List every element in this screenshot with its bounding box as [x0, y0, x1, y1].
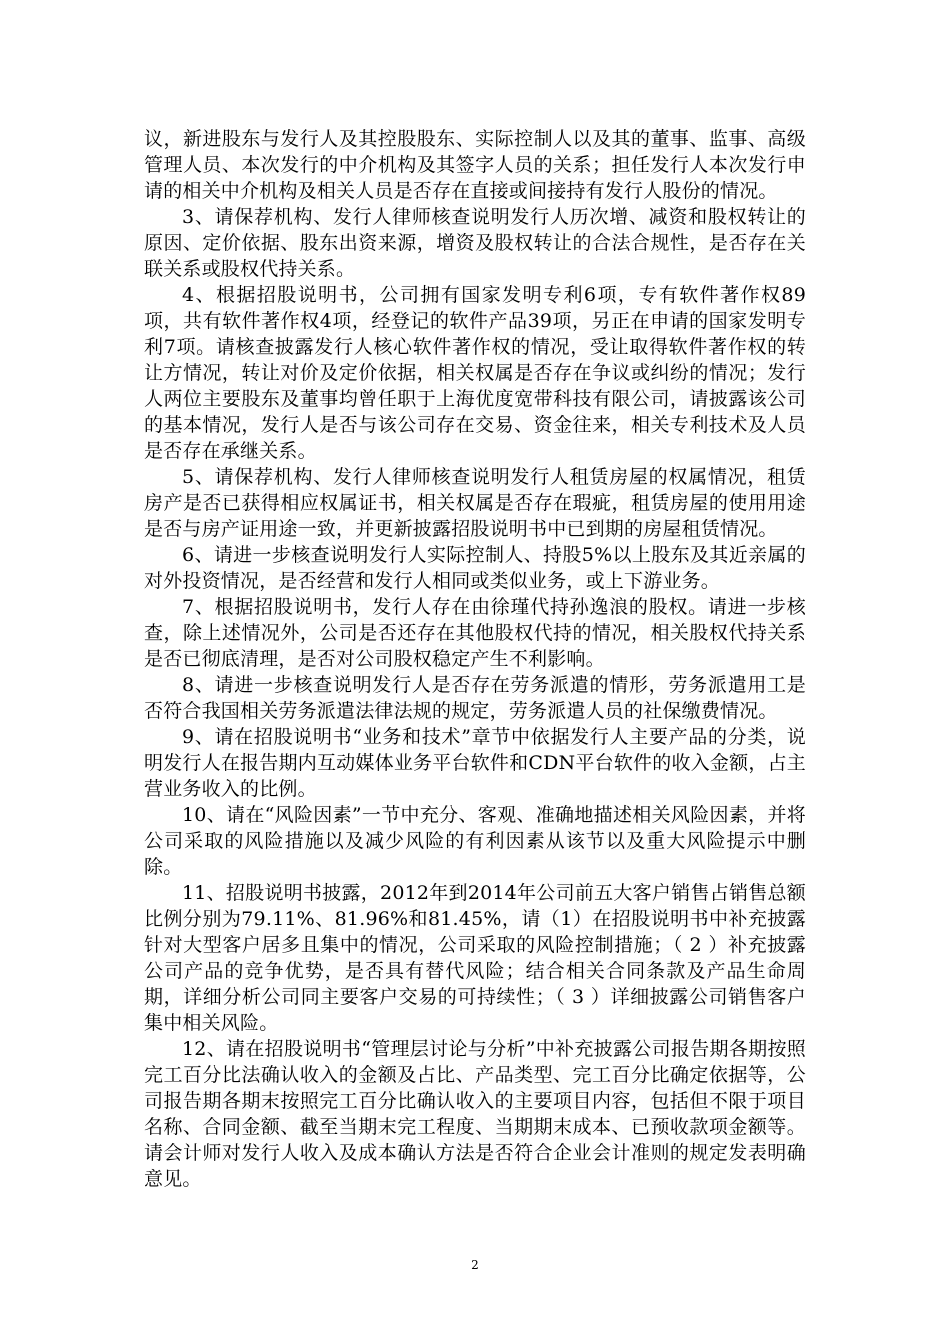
paragraph-item-9: 9、请在招股说明书“业务和技术”章节中依据发行人主要产品的分类，说明发行人在报告期内互动媒体业务平台软件和CDN平台软件的收入金额，占主营业务收入的比例。 — [144, 726, 806, 800]
paragraph-item-12: 12、请在招股说明书“管理层讨论与分析”中补充披露公司报告期各期按照完工百分比法确认收入的金额及占比、产品类型、完工百分比确定依据等，公司报告期各期末按照完工百分比确认收入的主要项目内容，包括但不限于项目名称、合同金额、截至当期末完工程度、当期期末成本、已预收款项金额等。请会计师对发行人收入及成本确认方法是否符合企业会计准则的规定发表明确意见。 — [144, 1038, 806, 1190]
paragraph-continuation: 议，新进股东与发行人及其控股股东、实际控制人以及其的董事、监事、高级管理人员、本次发行的中介机构及其签字人员的关系；担任发行人本次发行申请的相关中介机构及相关人员是否存在直接或间接持有发行人股份的情况。 — [144, 128, 806, 202]
paragraph-item-4: 4、根据招股说明书，公司拥有国家发明专利6项，专有软件著作权89项，共有软件著作权4项，经登记的软件产品39项，另正在申请的国家发明专利7项。请核查披露发行人核心软件著作权的情况，受让取得软件著作权的转让方情况，转让对价及定价依据，相关权属是否存在争议或纠纷的情况；发行人两位主要股东及董事均曾任职于上海优度宽带科技有限公司，请披露该公司的基本情况，发行人是否与该公司存在交易、资金往来，相关专利技术及人员是否存在承继关系。 — [144, 284, 806, 462]
paragraph-item-10: 10、请在“风险因素”一节中充分、客观、准确地描述相关风险因素，并将公司采取的风险措施以及减少风险的有利因素从该节以及重大风险提示中删除。 — [144, 804, 806, 878]
paragraph-item-11: 11、招股说明书披露，2012年到2014年公司前五大客户销售占销售总额比例分别为79.11%、81.96%和81.45%，请（1）在招股说明书中补充披露针对大型客户居多且集中的情况，公司采取的风险控制措施；（ 2 ）补充披露公司产品的竞争优势，是否具有替代风险；结合相关合同条款及产品生命周期，详细分析公司同主要客户交易的可持续性；（ 3 ）详细披露公司销售客户集中相关风险。 — [144, 882, 806, 1034]
page-number: 2 — [471, 1258, 479, 1272]
paragraph-item-3: 3、请保荐机构、发行人律师核查说明发行人历次增、减资和股权转让的原因、定价依据、股东出资来源，增资及股权转让的合法合规性，是否存在关联关系或股权代持关系。 — [144, 206, 806, 280]
paragraph-item-7: 7、根据招股说明书，发行人存在由徐瑾代持孙逸浪的股权。请进一步核查，除上述情况外，公司是否还存在其他股权代持的情况，相关股权代持关系是否已彻底清理，是否对公司股权稳定产生不利影响。 — [144, 596, 806, 670]
paragraph-item-8: 8、请进一步核查说明发行人是否存在劳务派遣的情形，劳务派遣用工是否符合我国相关劳务派遣法律法规的规定，劳务派遣人员的社保缴费情况。 — [144, 674, 806, 722]
paragraph-item-6: 6、请进一步核查说明发行人实际控制人、持股5%以上股东及其近亲属的对外投资情况，是否经营和发行人相同或类似业务，或上下游业务。 — [144, 544, 806, 592]
document-body — [144, 126, 806, 1192]
paragraph-item-5: 5、请保荐机构、发行人律师核查说明发行人租赁房屋的权属情况，租赁房产是否已获得相应权属证书，相关权属是否存在瑕疵，租赁房屋的使用用途是否与房产证用途一致，并更新披露招股说明书中已到期的房屋租赁情况。 — [144, 466, 806, 540]
